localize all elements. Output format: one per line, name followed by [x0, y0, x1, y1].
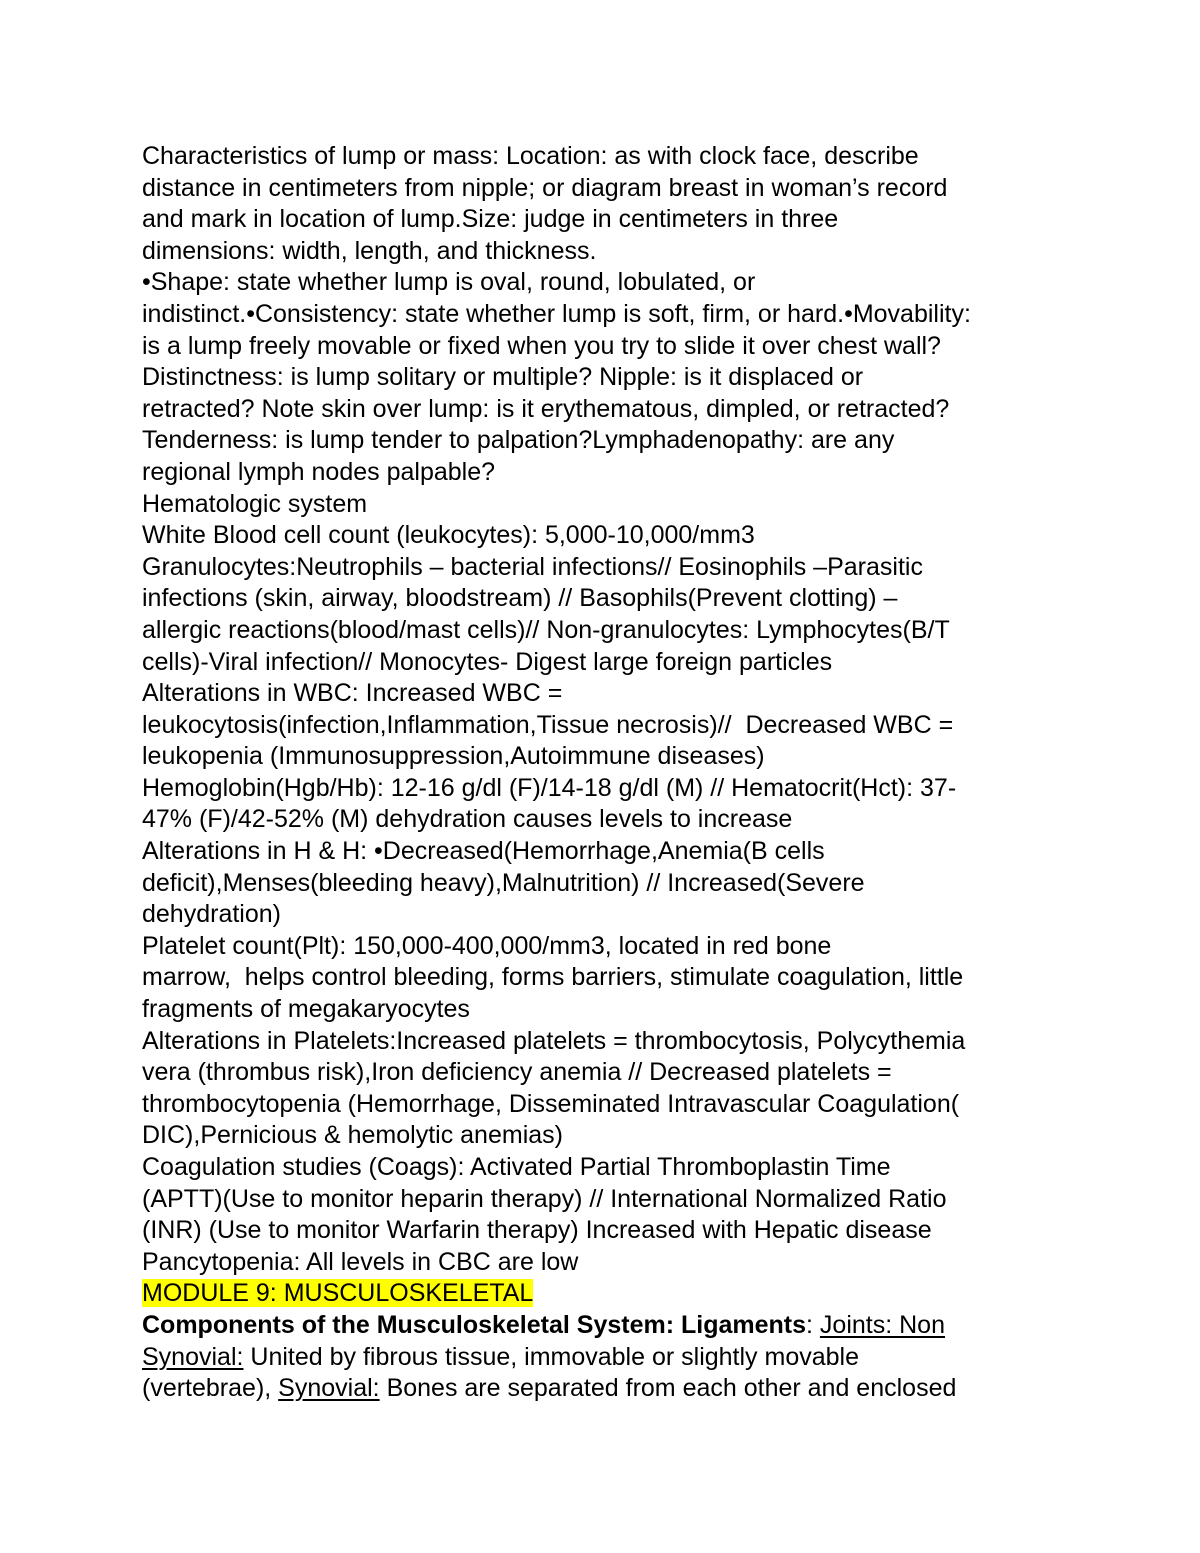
- text-line: is a lump freely movable or fixed when you try to slide it over chest wall?: [142, 331, 941, 360]
- text-line: deficit),Menses(bleeding heavy),Malnutrition) // Increased(Severe: [142, 868, 865, 897]
- text-line: thrombocytopenia (Hemorrhage, Disseminated Intravascular Coagulation(: [142, 1089, 960, 1118]
- section-heading-hematologic: Hematologic system: [142, 489, 368, 518]
- text-line: Pancytopenia: All levels in CBC are low: [142, 1247, 579, 1276]
- components-bold-heading: Components of the Musculoskeletal System: Ligaments: [142, 1310, 807, 1339]
- text-line: regional lymph nodes palpable?: [142, 457, 496, 486]
- text-line: •Shape: state whether lump is oval, round, lobulated, or: [142, 268, 756, 297]
- text-line: Distinctness: is lump solitary or multiple? Nipple: is it displaced or: [142, 363, 864, 392]
- text-line: retracted? Note skin over lump: is it erythematous, dimpled, or retracted?: [142, 394, 950, 423]
- text-line: Alterations in H & H: •Decreased(Hemorrhage,Anemia(B cells: [142, 837, 825, 866]
- components-line-3: [142, 1373, 1072, 1405]
- text-line: dimensions: width, length, and thickness.: [142, 236, 597, 265]
- text-line: Coagulation studies (Coags): Activated Partial Thromboplastin Time: [142, 1153, 891, 1181]
- text-line: leukocytosis(infection,Inflammation,Tissue necrosis)// Decreased WBC =: [142, 710, 954, 739]
- text-line: marrow, helps control bleeding, forms barriers, stimulate coagulation, little: [142, 963, 964, 992]
- components-line-2: [142, 1342, 1072, 1374]
- text-line: dehydration): [142, 900, 281, 929]
- text-line: Characteristics of lump or mass: Location: as with clock face, describe: [142, 142, 919, 170]
- text-line: 47% (F)/42-52% (M) dehydration causes levels to increase: [142, 805, 793, 834]
- module-heading-line: [142, 1278, 1072, 1310]
- text-line: Tenderness: is lump tender to palpation?Lymphadenopathy: are any: [142, 426, 895, 455]
- components-line-1: [142, 1310, 1072, 1342]
- text-line: Hemoglobin(Hgb/Hb): 12-16 g/dl (F)/14-18 g/dl (M) // Hematocrit(Hct): 37-: [142, 773, 957, 802]
- components-line-3-start: (vertebrae),: [142, 1374, 279, 1403]
- text-line: indistinct.•Consistency: state whether lump is soft, firm, or hard.•Movability:: [142, 299, 971, 328]
- text-line: (INR) (Use to monitor Warfarin therapy) Increased with Hepatic disease: [142, 1216, 932, 1245]
- components-line-3-text: Bones are separated from each other and enclosed: [379, 1374, 957, 1403]
- text-line: DIC),Pernicious & hemolytic anemias): [142, 1121, 563, 1150]
- joints-underlined: Joints: Non: [819, 1310, 945, 1339]
- text-line: fragments of megakaryocytes: [142, 995, 470, 1024]
- text-line: vera (thrombus risk),Iron deficiency anemia // Decreased platelets =: [142, 1058, 892, 1087]
- text-line: distance in centimeters from nipple; or diagram breast in woman’s record: [142, 173, 948, 202]
- text-line: Alterations in Platelets:Increased platelets = thrombocytosis, Polycythemia: [142, 1026, 966, 1055]
- text-line: cells)-Viral infection// Monocytes- Digest large foreign particles: [142, 647, 833, 676]
- text-line: leukopenia (Immunosuppression,Autoimmune diseases): [142, 742, 765, 771]
- text-line: Granulocytes:Neutrophils – bacterial infections// Eosinophils –Parasitic: [142, 552, 923, 581]
- synovial-underlined-2: Synovial:: [278, 1374, 380, 1403]
- text-line: Platelet count(Plt): 150,000-400,000/mm3, located in red bone: [142, 931, 832, 960]
- text-line: infections (skin, airway, bloodstream) // Basophils(Prevent clotting) –: [142, 584, 898, 613]
- text-line: White Blood cell count (leukocytes): 5,000-10,000/mm3: [142, 521, 755, 550]
- text-line: (APTT)(Use to monitor heparin therapy) // International Normalized Ratio: [142, 1184, 947, 1213]
- components-colon: :: [806, 1310, 820, 1339]
- synovial-underlined-1: Synovial:: [142, 1342, 244, 1371]
- text-line: Alterations in WBC: Increased WBC =: [142, 679, 563, 708]
- text-line: allergic reactions(blood/mast cells)// Non-granulocytes: Lymphocytes(B/T: [142, 615, 950, 644]
- document-body: [142, 141, 1072, 1405]
- text-line: and mark in location of lump.Size: judge in centimeters in three: [142, 205, 839, 234]
- components-line-2-text: United by fibrous tissue, immovable or slightly movable: [243, 1342, 859, 1371]
- module-heading: MODULE 9: MUSCULOSKELETAL: [142, 1279, 534, 1308]
